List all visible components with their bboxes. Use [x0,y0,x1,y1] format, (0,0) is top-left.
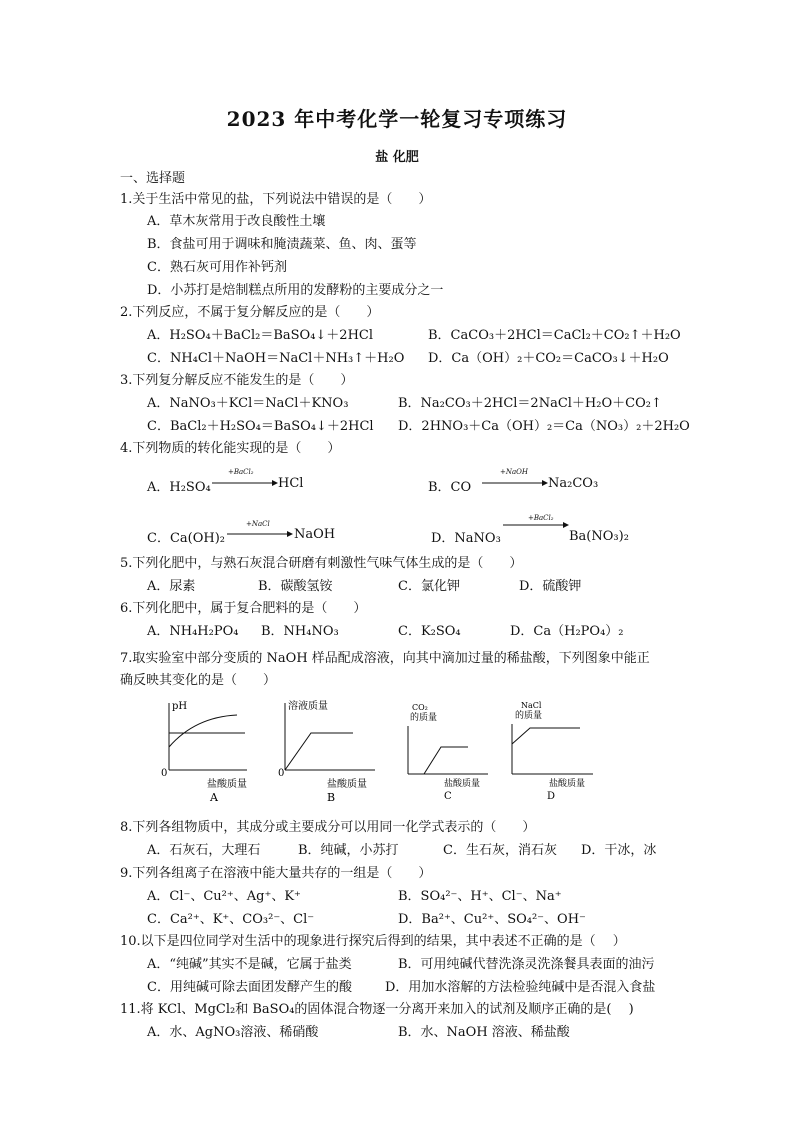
q5-option-c: C．氯化钾 [398,579,460,594]
q4-option-d-condition: +BaCl₂ [528,514,554,522]
q2-option-a: A．H₂SO₄＋BaCl₂＝BaSO₄↓＋2HCl [147,328,374,343]
graph-d-xlabel: 盐酸质量 [549,779,586,789]
graph-a-curve [169,715,237,747]
q9-stem: 9.下列各组离子在溶液中能大量共存的一组是（ ） [120,866,432,881]
q10-option-b: B．可用纯碱代替洗涤灵洗涤餐具表面的油污 [398,957,655,972]
q6-option-a: A．NH₄H₂PO₄ [147,624,239,639]
q4-option-a-reactant: A．H₂SO₄ [147,480,211,495]
graph-a-ylabel: pH [172,701,188,712]
q1-option-a: A．草木灰常用于改良酸性土壤 [147,214,326,229]
graph-d-ylabel-2: 的质量 [515,711,543,721]
q7-graph-a [155,695,250,805]
q4-option-c-condition: +NaCl [246,520,270,528]
q5-option-a: A．尿素 [147,579,196,594]
q3-option-c: C．BaCl₂＋H₂SO₄＝BaSO₄↓＋2HCl [147,419,374,434]
q2-option-b: B．CaCO₃＋2HCl＝CaCl₂＋CO₂↑＋H₂O [428,328,681,343]
graph-c-ylabel-1: CO₂ [412,703,428,712]
q2-option-c: C．NH₄Cl＋NaOH＝NaCl＋NH₃↑＋H₂O [147,351,405,366]
q8-option-d: D．干冰，冰 [581,843,657,858]
q4-option-d-reactant: D．NaNO₃ [431,531,501,546]
graph-c-line [408,747,468,774]
graph-b-letter: B [327,791,336,804]
q10-option-a: A．“纯碱”其实不是碱，它属于盐类 [147,957,352,972]
q1-option-c: C．熟石灰可用作补钙剂 [147,260,287,275]
q6-option-d: D．Ca（H₂PO₄）₂ [510,624,624,639]
q4-option-c-arrow [227,529,293,539]
q9-option-d: D．Ba²⁺、Cu²⁺、SO₄²⁻、OH⁻ [398,912,586,927]
graph-a-xlabel: 盐酸质量 [207,779,247,790]
graph-d-letter: D [547,791,556,802]
page-subtitle: 盐 化肥 [375,150,419,165]
q2-stem: 2.下列反应，不属于复分解反应的是（ ） [120,305,380,320]
q4-option-a-condition: +BaCl₂ [228,468,254,476]
q4-option-b-arrow [482,478,548,488]
graph-b-ylabel: 溶液质量 [288,701,328,712]
q4-option-c-reactant: C．Ca(OH)₂ [147,531,225,546]
q10-stem: 10.以下是四位同学对生活中的现象进行探究后得到的结果，其中表述不正确的是（ ） [120,934,626,949]
graph-d-ylabel-1: NaCl [521,701,542,710]
graph-b-origin: 0 [278,768,285,779]
q4-option-c-product: NaOH [294,527,336,542]
q7-stem-line2: 确反映其变化的是（ ） [120,673,277,688]
q4-option-b-condition: +NaOH [500,468,529,476]
q1-stem: 1.关于生活中常见的盐，下列说法中错误的是（ ） [120,192,432,207]
q4-stem: 4.下列物质的转化能实现的是（ ） [120,441,341,456]
q9-option-b: B．SO₄²⁻、H⁺、Cl⁻、Na⁺ [398,889,562,904]
graph-c-ylabel-2: 的质量 [410,713,438,723]
q1-option-b: B．食盐可用于调味和腌渍蔬菜、鱼、肉、蛋等 [147,237,417,252]
q7-graph-d [505,700,597,805]
q11-option-a: A．水、AgNO₃溶液、稀硝酸 [147,1025,319,1040]
q6-stem: 6.下列化肥中，属于复合肥料的是（ ） [120,601,367,616]
q7-graph-c [402,700,492,805]
q3-option-a: A．NaNO₃＋KCl＝NaCl＋KNO₃ [147,396,349,411]
q8-stem: 8.下列各组物质中，其成分或主要成分可以用同一化学式表示的（ ） [120,820,536,835]
q5-stem: 5.下列化肥中，与熟石灰混合研磨有刺激性气味气体生成的是（ ） [120,556,523,571]
q2-option-d: D．Ca（OH）₂＋CO₂＝CaCO₃↓＋H₂O [428,351,669,366]
q5-option-b: B．碳酸氢铵 [258,579,333,594]
graph-c-letter: C [444,791,452,802]
q7-graph-b [275,695,380,805]
q6-option-c: C．K₂SO₄ [398,624,461,639]
q8-option-a: A．石灰石，大理石 [147,843,261,858]
graph-c-xlabel: 盐酸质量 [444,779,481,789]
q11-stem: 11.将 KCl、MgCl₂和 BaSO₄的固体混合物逐一分离开来加入的试剂及顺序正确的是( ) [120,1002,634,1017]
graph-b-xlabel: 盐酸质量 [327,779,367,790]
graph-b-line [285,733,353,770]
q4-option-b-reactant: B．CO [428,480,472,495]
q4-option-d-arrow [503,520,569,530]
q1-option-d: D．小苏打是焙制糕点所用的发酵粉的主要成分之一 [147,283,444,298]
q8-option-c: C．生石灰，消石灰 [443,843,557,858]
q10-option-c: C．用纯碱可除去面团发酵产生的酸 [147,980,352,995]
q9-option-a: A．Cl⁻、Cu²⁺、Ag⁺、K⁺ [147,889,301,904]
q4-option-a-arrow [212,478,278,488]
graph-a-letter: A [210,791,218,804]
q9-option-c: C．Ca²⁺、K⁺、CO₃²⁻、Cl⁻ [147,912,315,927]
q3-stem: 3.下列复分解反应不能发生的是（ ） [120,373,354,388]
page-title: 2023 年中考化学一轮复习专项练习 [226,107,568,131]
q5-option-d: D．硫酸钾 [519,579,582,594]
q4-option-a-product: HCl [278,476,304,491]
graph-d-line [512,728,580,744]
q10-option-d: D．用加水溶解的方法检验纯碱中是否混入食盐 [385,980,656,995]
q3-option-d: D．2HNO₃＋Ca（OH）₂＝Ca（NO₃）₂＋2H₂O [398,419,690,434]
q4-option-d-product: Ba(NO₃)₂ [569,529,629,544]
graph-a-origin: 0 [161,768,168,779]
q8-option-b: B．纯碱，小苏打 [298,843,399,858]
q6-option-b: B．NH₄NO₃ [261,624,339,639]
q3-option-b: B．Na₂CO₃＋2HCl＝2NaCl＋H₂O＋CO₂↑ [398,396,662,411]
q4-option-b-product: Na₂CO₃ [548,476,599,491]
q7-stem-line1: 7.取实验室中部分变质的 NaOH 样品配成溶液，向其中滴加过量的稀盐酸，下列图象中能正 [120,651,650,666]
q11-option-b: B．水、NaOH 溶液、稀盐酸 [398,1025,570,1040]
section-heading: 一、选择题 [120,171,186,186]
